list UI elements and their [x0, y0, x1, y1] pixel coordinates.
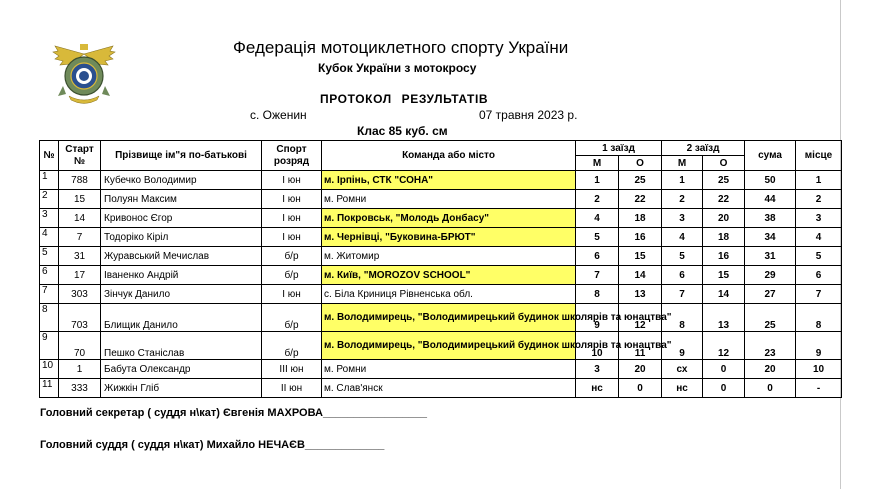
- team-city: м. Володимирець, "Володимирецький будинок школярів та юнацтва": [322, 304, 576, 332]
- race2-position: 3: [662, 209, 703, 228]
- race1-points: 25: [619, 171, 662, 190]
- final-place: 5: [796, 247, 842, 266]
- table-row: [40, 190, 842, 209]
- team-city: с. Біла Криниця Рівненська обл.: [322, 285, 576, 304]
- team-city: м. Ірпінь, СТК "СОНА": [322, 171, 576, 190]
- rider-name: Пешко Станіслав: [101, 332, 262, 360]
- rider-name: Іваненко Андрій: [101, 266, 262, 285]
- rider-name: Зінчук Данило: [101, 285, 262, 304]
- rider-name: Бабута Олександр: [101, 360, 262, 379]
- start-number: 788: [59, 171, 101, 190]
- race2-points: 0: [703, 360, 745, 379]
- race1-points: 15: [619, 247, 662, 266]
- start-number: 333: [59, 379, 101, 398]
- cup-title: Кубок України з мотокросу: [318, 61, 477, 75]
- col-header-rank: Спорт розряд: [262, 141, 322, 171]
- rider-name: Кривонос Єгор: [101, 209, 262, 228]
- total-points: 50: [745, 171, 796, 190]
- table-row: [40, 285, 842, 304]
- col-header-o2: О: [703, 156, 745, 171]
- race1-points: 16: [619, 228, 662, 247]
- race2-points: 0: [703, 379, 745, 398]
- col-header-race2: 2 заїзд: [662, 141, 745, 156]
- race1-position: 1: [576, 171, 619, 190]
- final-place: 3: [796, 209, 842, 228]
- row-number: 10: [40, 360, 59, 379]
- race2-points: 20: [703, 209, 745, 228]
- col-header-place: місце: [796, 141, 842, 171]
- sport-rank: II юн: [262, 379, 322, 398]
- row-number: 5: [40, 247, 59, 266]
- class-label: Клас 85 куб. см: [357, 124, 448, 138]
- row-number: 1: [40, 171, 59, 190]
- table-row: [40, 209, 842, 228]
- race1-position: 6: [576, 247, 619, 266]
- table-row: [40, 266, 842, 285]
- row-number: 11: [40, 379, 59, 398]
- row-number: 8: [40, 304, 59, 332]
- race1-points: 22: [619, 190, 662, 209]
- sport-rank: I юн: [262, 285, 322, 304]
- col-header-no: №: [40, 141, 59, 171]
- col-header-race1: 1 заїзд: [576, 141, 662, 156]
- table-row: [40, 360, 842, 379]
- race2-points: 25: [703, 171, 745, 190]
- sport-rank: III юн: [262, 360, 322, 379]
- race1-points: 0: [619, 379, 662, 398]
- rider-name: Блищик Данило: [101, 304, 262, 332]
- total-points: 27: [745, 285, 796, 304]
- row-number: 7: [40, 285, 59, 304]
- total-points: 31: [745, 247, 796, 266]
- rider-name: Журавський Мечислав: [101, 247, 262, 266]
- rider-name: Тодоріко Кіріл: [101, 228, 262, 247]
- race2-position: 6: [662, 266, 703, 285]
- race2-position: 9: [662, 332, 703, 360]
- start-number: 14: [59, 209, 101, 228]
- race1-position: 3: [576, 360, 619, 379]
- sport-rank: б/р: [262, 247, 322, 266]
- final-place: 1: [796, 171, 842, 190]
- team-city: м. Слав'янск: [322, 379, 576, 398]
- final-place: 7: [796, 285, 842, 304]
- row-number: 3: [40, 209, 59, 228]
- table-row: [40, 332, 842, 360]
- total-points: 20: [745, 360, 796, 379]
- team-city: м. Чернівці, "Буковина-БРЮТ": [322, 228, 576, 247]
- race1-points: 18: [619, 209, 662, 228]
- final-place: 10: [796, 360, 842, 379]
- rider-name: Кубечко Володимир: [101, 171, 262, 190]
- table-row: [40, 171, 842, 190]
- table-row: [40, 247, 842, 266]
- team-city: м. Київ, "MOROZOV SCHOOL": [322, 266, 576, 285]
- race1-position: нс: [576, 379, 619, 398]
- sport-rank: I юн: [262, 171, 322, 190]
- final-place: -: [796, 379, 842, 398]
- table-row: [40, 304, 842, 332]
- race2-position: нс: [662, 379, 703, 398]
- protocol-title: ПРОТОКОЛ РЕЗУЛЬТАТІВ: [320, 92, 489, 106]
- race2-position: 8: [662, 304, 703, 332]
- race1-position: 5: [576, 228, 619, 247]
- race1-points: 12: [619, 304, 662, 332]
- start-number: 7: [59, 228, 101, 247]
- race2-position: 1: [662, 171, 703, 190]
- team-city: м. Ромни: [322, 190, 576, 209]
- chief-secretary-signature: Головний секретар ( суддя н\кат) Євгенія МАХРОВА_________________: [40, 407, 427, 419]
- race1-position: 2: [576, 190, 619, 209]
- total-points: 29: [745, 266, 796, 285]
- start-number: 303: [59, 285, 101, 304]
- rider-name: Полуян Максим: [101, 190, 262, 209]
- race2-points: 16: [703, 247, 745, 266]
- final-place: 2: [796, 190, 842, 209]
- row-number: 6: [40, 266, 59, 285]
- event-place: с. Оженин: [250, 108, 307, 122]
- race1-points: 13: [619, 285, 662, 304]
- col-header-m2: М: [662, 156, 703, 171]
- row-number: 4: [40, 228, 59, 247]
- col-header-start: Старт №: [59, 141, 101, 171]
- col-header-o1: О: [619, 156, 662, 171]
- team-city: м. Ромни: [322, 360, 576, 379]
- race1-position: 4: [576, 209, 619, 228]
- sport-rank: б/р: [262, 304, 322, 332]
- table-row: [40, 379, 842, 398]
- col-header-name: Прізвище ім"я по-батькові: [101, 141, 262, 171]
- start-number: 15: [59, 190, 101, 209]
- race2-position: 4: [662, 228, 703, 247]
- total-points: 38: [745, 209, 796, 228]
- total-points: 25: [745, 304, 796, 332]
- col-header-team: Команда або місто: [322, 141, 576, 171]
- team-city: м. Покровськ, "Молодь Донбасу": [322, 209, 576, 228]
- race1-position: 7: [576, 266, 619, 285]
- race1-position: 8: [576, 285, 619, 304]
- final-place: 8: [796, 304, 842, 332]
- final-place: 9: [796, 332, 842, 360]
- race2-points: 14: [703, 285, 745, 304]
- race1-points: 14: [619, 266, 662, 285]
- race2-position: 2: [662, 190, 703, 209]
- race2-points: 15: [703, 266, 745, 285]
- race2-position: 5: [662, 247, 703, 266]
- race2-position: 7: [662, 285, 703, 304]
- final-place: 4: [796, 228, 842, 247]
- start-number: 31: [59, 247, 101, 266]
- row-number: 2: [40, 190, 59, 209]
- total-points: 0: [745, 379, 796, 398]
- col-header-sum: сума: [745, 141, 796, 171]
- race1-points: 11: [619, 332, 662, 360]
- rider-name: Жижкін Гліб: [101, 379, 262, 398]
- sport-rank: I юн: [262, 209, 322, 228]
- race2-points: 18: [703, 228, 745, 247]
- total-points: 23: [745, 332, 796, 360]
- race2-position: сх: [662, 360, 703, 379]
- race2-points: 13: [703, 304, 745, 332]
- col-header-m1: М: [576, 156, 619, 171]
- total-points: 44: [745, 190, 796, 209]
- race1-position: 10: [576, 332, 619, 360]
- start-number: 703: [59, 304, 101, 332]
- sport-rank: б/р: [262, 332, 322, 360]
- total-points: 34: [745, 228, 796, 247]
- sport-rank: I юн: [262, 228, 322, 247]
- start-number: 1: [59, 360, 101, 379]
- sport-rank: I юн: [262, 190, 322, 209]
- start-number: 70: [59, 332, 101, 360]
- final-place: 6: [796, 266, 842, 285]
- race2-points: 22: [703, 190, 745, 209]
- row-number: 9: [40, 332, 59, 360]
- team-city: м. Володимирець, "Володимирецький будинок школярів та юнацтва": [322, 332, 576, 360]
- results-table: [39, 140, 842, 398]
- start-number: 17: [59, 266, 101, 285]
- team-city: м. Житомир: [322, 247, 576, 266]
- race1-points: 20: [619, 360, 662, 379]
- federation-title: Федерація мотоциклетного спорту України: [233, 38, 569, 57]
- table-row: [40, 228, 842, 247]
- race1-position: 9: [576, 304, 619, 332]
- race2-points: 12: [703, 332, 745, 360]
- sport-rank: б/р: [262, 266, 322, 285]
- federation-logo-icon: [49, 40, 119, 110]
- chief-judge-signature: Головний суддя ( суддя н\кат) Михайло НЕЧАЄВ_____________: [40, 439, 385, 451]
- event-date: 07 травня 2023 р.: [479, 108, 578, 122]
